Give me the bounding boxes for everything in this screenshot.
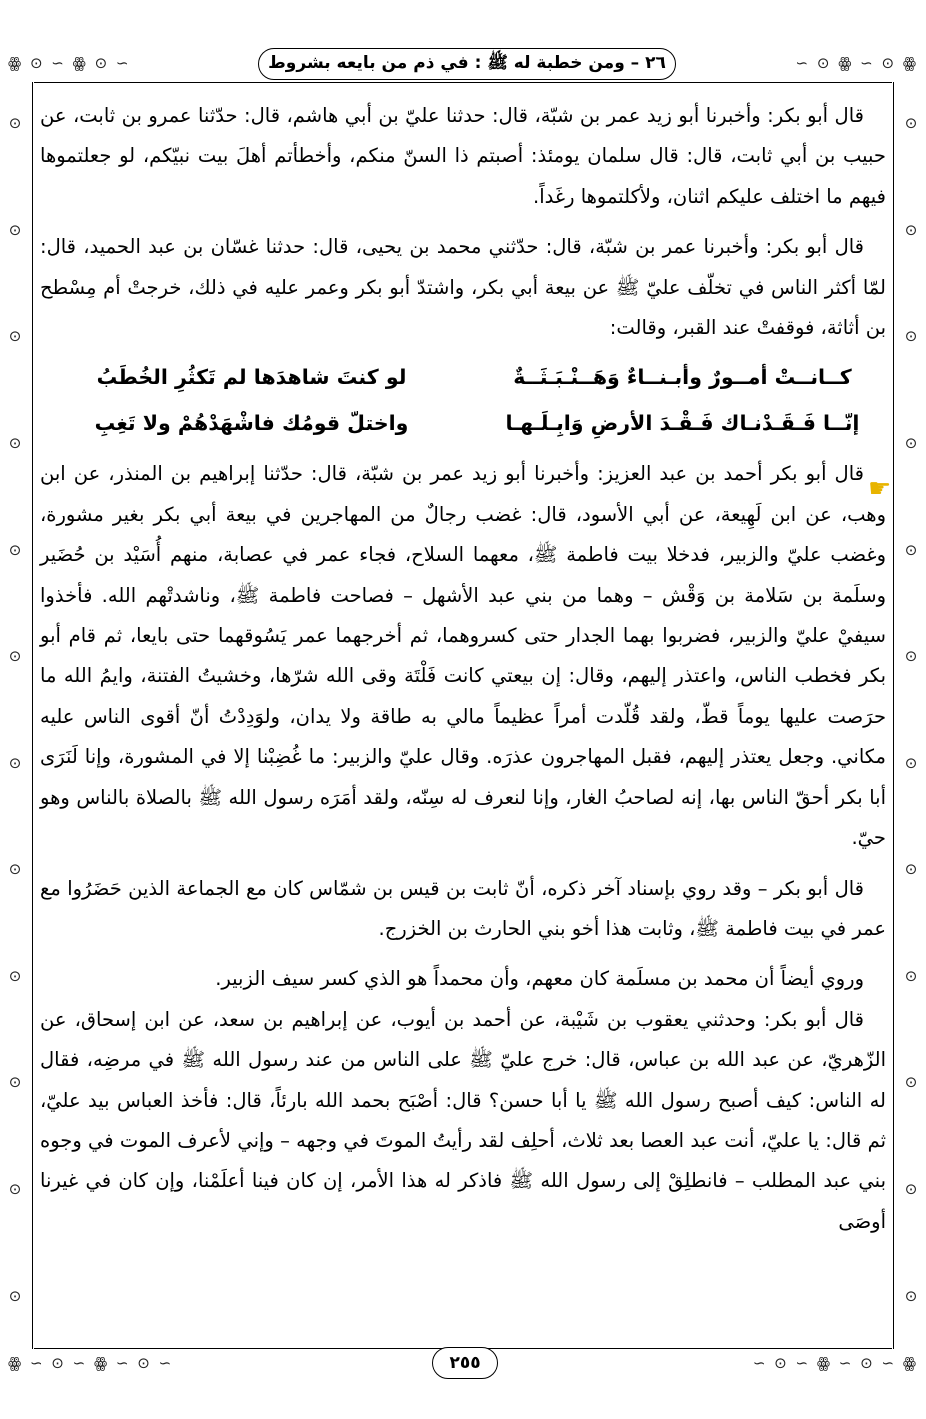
border-rule-left: [32, 82, 33, 1349]
ornament-icon: ⊙: [904, 1180, 918, 1199]
paragraph: قال أبو بكر: وأخبرنا عمر بن شبّة، قال: حدّثني محمد بن يحيى، قال: حدثنا غسّان بن عبد الحميد، قال: لمّا أكثر الناس في تخلّف عليّ ﷺ عن بيعة أبي بكر، واشتدّ أبو بكر وعمر عليه في ذلك، خرجتْ أم مِسْطح بن أثاثة، فوقفتْ عند القبر، وقالت:: [40, 235, 886, 340]
ornament-icon: ⊙: [904, 1073, 918, 1092]
ornament-icon: ⊙: [8, 753, 22, 772]
ornament-icon: ⊙: [8, 1180, 22, 1199]
ornament-icon: ⊙: [904, 434, 918, 453]
ornament-icon: ⊙: [904, 540, 918, 559]
verse-first-hemistich: كــانــتْ أمــورٌ وأبـنــاءٌ وَهَــنْـبَـثَــةٌ: [513, 365, 852, 390]
page-number: [432, 1347, 498, 1379]
verse-first-hemistich: إنّــا فَـقَـدْنـاك فَـقْـدَ الأرضِ وَابِـلَـهـا: [505, 411, 860, 436]
pointing-hand-icon: ☛: [868, 474, 892, 504]
ornament-icon: ⊙: [8, 647, 22, 666]
ornament-icon: ⊙: [904, 327, 918, 346]
ornament-icon: ⊙: [8, 434, 22, 453]
paragraph: قال أبو بكر أحمد بن عبد العزيز: وأخبرنا أبو زيد عمر بن شبّة، قال: حدّثنا إبراهيم بن المنذر، عن ابن وهب، عن ابن لَهِيعة، عن أبي الأسود، قال: غضب رجالٌ من المهاجرين في بيعة أبي بكر بغير مشورة، وغضب عليّ والزبير، فدخلا بيت فاطمة ﷺ، معهما السلاح، فجاء عمر في عصابة، منهم أُسَيْد بن حُضَير وسلَمة بن سَلامة بن وَقْش – وهما من بني عبد الأشهل – فصاحت فاطمة ﷺ، وناشدتْهم الله. فأخذوا سيفيْ عليّ والزبير، فضربوا بهما الجدار حتى كسروهما، ثم أخرجهما عمر يَسُوقهما حتى بايعا، ثم قام أبو بكر فخطب الناس، واعتذر إليهم، وقال: إن بيعتي كانت فَلْتَة وقى الله شرّها، وخشيتُ الفتنة، وايمُ الله ما حرَصت عليها يوماً قطّ، ولقد قُلّدت أمراً عظيماً مالي به طاقة ولا يدان، ولوَدِدْتُ أنّ أقوى الناس عليه مكاني. وجعل يعتذر إليهم، فقبل المهاجرون عذرَه. وقال عليّ والزبير: ما غُضِبْنا إلا في المشورة، وإنا لَنَرَى أبا بكر أحقّ الناس بها، إنه لصاحبُ الغار، وإنا لنعرف له سِنّه، ولقد أمَرَه رسول الله ﷺ بالصلاة بالناس وهو حيّ.: [40, 462, 886, 850]
poem-verse: [40, 400, 886, 446]
ornamental-border-right: [898, 70, 924, 1349]
page-number-label: ٢٥٥: [449, 1353, 481, 1373]
ornament-icon: ⊙: [904, 1286, 918, 1305]
ornament-icon: ∽ ⊙ ∽ ꙮ ∽ ⊙ ∽ ꙮ: [752, 1354, 918, 1372]
ornament-icon: ⊙: [904, 966, 918, 985]
ornament-icon: ⊙: [8, 327, 22, 346]
ornament-icon: ⊙: [904, 860, 918, 879]
ornament-icon: ⊙: [8, 540, 22, 559]
paragraph: قال أبو بكر – وقد روي بإسناد آخر ذكره، أنّ ثابت بن قيس بن شمّاس كان مع الجماعة الذين حَضَرُوا مع عمر في بيت فاطمة ﷺ، وثابت هذا أخو بني الحارث بن الخزرج.: [40, 876, 886, 940]
ornament-icon: ⊙: [8, 966, 22, 985]
paragraph: قال أبو بكر: وحدثني يعقوب بن شَيْبة، عن أحمد بن أيوب، عن إبراهيم بن سعد، عن ابن إسحاق، عن الزّهريّ، عن عبد الله بن عباس، قال: خرج عليّ ﷺ على الناس من عند رسول الله ﷺ في مرضِه، فقال له الناس: كيف أصبح رسول الله ﷺ يا أبا حسن؟ قال: أصْبَح بحمد الله بارئاً، قال: فأخذ العباس بيد عليّ، ثم قال: يا عليّ، أنت عبد العصا بعد ثلاث، أحلِف لقد رأيتُ الموتَ في وجهه – وإني لأعرف الموت في وجوه بني عبد المطلب – فانطلِقْ إلى رسول الله ﷺ فاذكر له هذا الأمر، إن كان فينا أعلَمْنا، وإن كان في غيرنا أوصَى: [40, 1007, 886, 1233]
chapter-header: [258, 48, 676, 80]
ornament-icon: ⊙: [904, 753, 918, 772]
ornament-icon: ꙮ ⊙ ∽ ꙮ ⊙ ∽: [8, 54, 131, 72]
verse-second-hemistich: لو كنتَ شاهدَها لم تَكثُرِ الخُطَبُ: [96, 365, 407, 390]
ornament-icon: ꙮ ∽ ⊙ ∽ ꙮ ∽ ⊙ ∽: [8, 1354, 174, 1372]
paragraph: وروي أيضاً أن محمد بن مسلَمة كان معهم، وأن محمداً هو الذي كسر سيف الزبير.: [215, 967, 864, 991]
poem: [40, 354, 886, 446]
ornament-icon: ⊙: [8, 1286, 22, 1305]
ornament-icon: ∽ ⊙ ꙮ ∽ ⊙ ꙮ: [795, 54, 918, 72]
chapter-title: ٢٦ – ومن خطبة له ﷺ : في ذم من بايعه بشروط: [268, 52, 666, 73]
poem-verse: [40, 354, 886, 400]
border-rule-top: [34, 82, 892, 83]
ornament-icon: ⊙: [8, 1073, 22, 1092]
ornament-icon: ⊙: [904, 220, 918, 239]
page-body: [40, 96, 886, 1242]
ornament-icon: ⊙: [904, 114, 918, 133]
verse-second-hemistich: واختلّ قومُك فاشْهَدْهُمْ ولا تَغِبِ: [94, 411, 409, 436]
ornament-icon: ⊙: [8, 114, 22, 133]
border-rule-right: [893, 82, 894, 1349]
ornamental-border-left: [2, 70, 28, 1349]
paragraph: قال أبو بكر: وأخبرنا أبو زيد عمر بن شبّة، قال: حدثنا عليّ بن أبي هاشم، قال: حدّثنا عمرو بن ثابت، عن حبيب بن أبي ثابت، قال: قال سلمان يومئذ: أصبتم ذا السنّ منكم، وأخطأتم أهلَ بيت نبيّكم، لو جعلتموها فيهم ما اختلف عليكم اثنان، ولأكلتموها رغَداً.: [40, 104, 886, 208]
ornament-icon: ⊙: [904, 647, 918, 666]
ornament-icon: ⊙: [8, 220, 22, 239]
ornament-icon: ⊙: [8, 860, 22, 879]
